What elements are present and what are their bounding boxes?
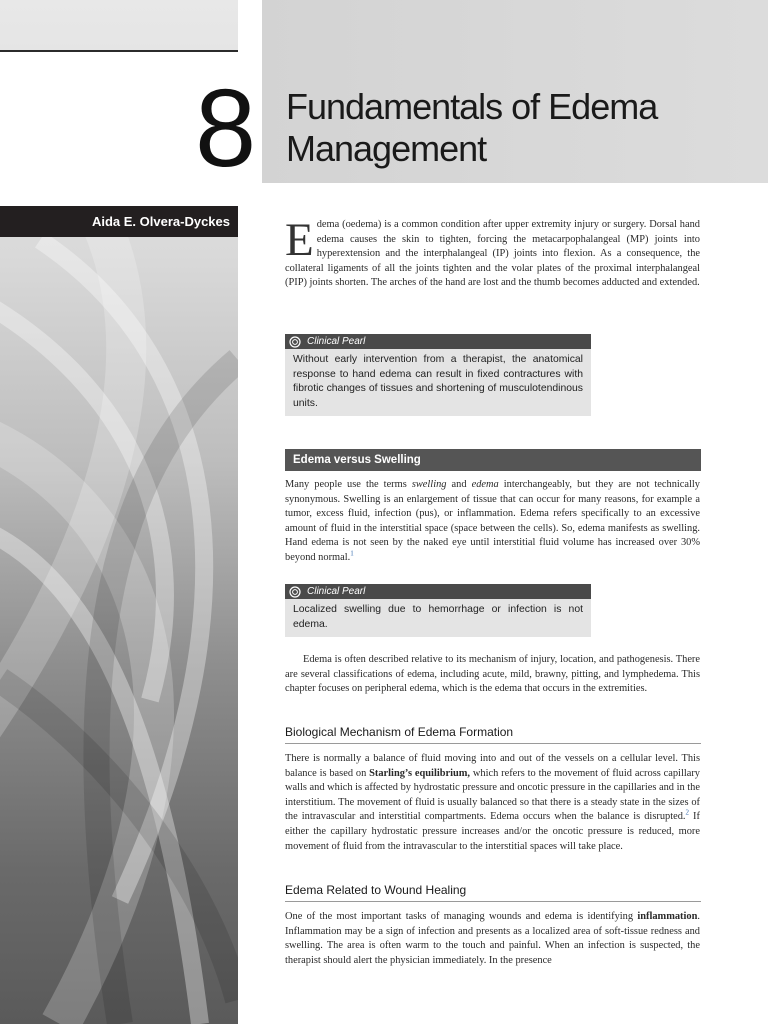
reference-link-2[interactable]: 2	[685, 808, 690, 817]
pearl-icon	[289, 586, 301, 598]
term-swelling: swelling	[411, 479, 447, 490]
classification-text: Edema is often described relative to its mechanism of injury, location, and pathogenesis. There are several classifications of edema, including acute, mild, brawny, pitting, and lymphedema. This chapter focuses on peripheral edema, which is the edema that occurs in the extremities.	[285, 654, 700, 695]
text-run: . Inflammation may be a sign of infection and presents as a localized area of soft-tissue redness and swelling. The area is often warm to the touch and painful. When an infection is suspected, the therapist should alert the physician immediately. In the presence	[285, 911, 700, 966]
text-run: which refers to the movement of fluid across capillary walls and which is affected by hydrostatic pressure and oncotic pressure in the capillaries and in the interstitium. The movement of fluid is usually balanced so that there is a steady state in the sizes of the intravascular and interstitial compartments. Edema occurs when the balance is disrupted.	[285, 767, 700, 823]
text-run: and	[446, 479, 472, 490]
section-heading-biological-mechanism: Biological Mechanism of Edema Formation	[285, 724, 701, 744]
section-heading-edema-vs-swelling: Edema versus Swelling	[285, 449, 701, 471]
drop-cap: E	[285, 214, 314, 266]
text-run: There is normally a balance of fluid moving into and out of the vessels on a cellular level. This balance is based on	[285, 753, 700, 779]
classification-paragraph	[285, 653, 700, 697]
clinical-pearl-label-1: Clinical Pearl	[307, 336, 366, 347]
clinical-pearl-label-2: Clinical Pearl	[307, 586, 366, 597]
clinical-pearl-header-1	[285, 334, 591, 349]
clinical-pearl-text-1: Without early intervention from a therapist, the anatomical response to hand edema can result in fixed contractures with fibrotic changes of tissues and shortening of musculotendinous units.	[285, 349, 591, 416]
chapter-number: 8	[195, 67, 253, 190]
pearl-icon	[289, 336, 301, 348]
chapter-title-line-2: Management	[286, 128, 487, 169]
biological-mechanism-paragraph	[285, 752, 700, 854]
chapter-title-line-1: Fundamentals of Edema	[286, 86, 658, 127]
reference-link-1[interactable]: 1	[350, 549, 354, 558]
author-name: Aida E. Olvera-Dyckes	[0, 206, 238, 237]
chapter-title	[286, 86, 756, 170]
left-top-rule	[0, 50, 238, 52]
intro-paragraph	[285, 214, 700, 291]
term-inflammation: inflammation	[637, 911, 698, 922]
intro-text: dema (oedema) is a common condition after upper extremity injury or surgery. Dorsal hand edema causes the skin to tighten, forcing the metacarpophalangeal (MP) joints into hyperextension and the interphalangeal (IP) joints into flexion. As a consequence, the collateral ligaments of all the joints tighten and the volar plates of the proximal interphalangeal (PIP) joints shorten. The arches of the hand are lost and the thumb becomes adducted and extended.	[285, 219, 700, 289]
clinical-pearl-text-2: Localized swelling due to hemorrhage or infection is not edema.	[285, 599, 591, 637]
edema-vs-swelling-paragraph	[285, 478, 700, 566]
wound-healing-paragraph	[285, 910, 700, 968]
text-run: interchangeably, but they are not technically synonymous. Swelling is an enlargement of tissue that can occur for many reasons, for example a tumor, excess fluid, infection (pus), or inflammation. Edema refers specifically to an excessive amount of fluid in the interstitial space (space between the cells). So, edema manifests as swelling. Hand edema is not seen by the naked eye until interstitial fluid volume has increased over 30% beyond normal.	[285, 479, 700, 563]
term-starlings-equilibrium: Starling’s equilibrium,	[369, 767, 471, 779]
clinical-pearl-box-2	[285, 584, 591, 637]
clinical-pearl-header-2	[285, 584, 591, 599]
text-run: If either the capillary hydrostatic pressure increases and/or the oncotic pressure is reduced, more movement of fluid from the intravascular to the interstitial spaces will take place.	[285, 811, 700, 852]
section-heading-wound-healing: Edema Related to Wound Healing	[285, 882, 701, 902]
text-run: Many people use the terms	[285, 479, 412, 490]
text-run: One of the most important tasks of managing wounds and edema is identifying	[285, 911, 638, 922]
term-edema: edema	[471, 479, 499, 490]
clinical-pearl-box-1	[285, 334, 591, 416]
